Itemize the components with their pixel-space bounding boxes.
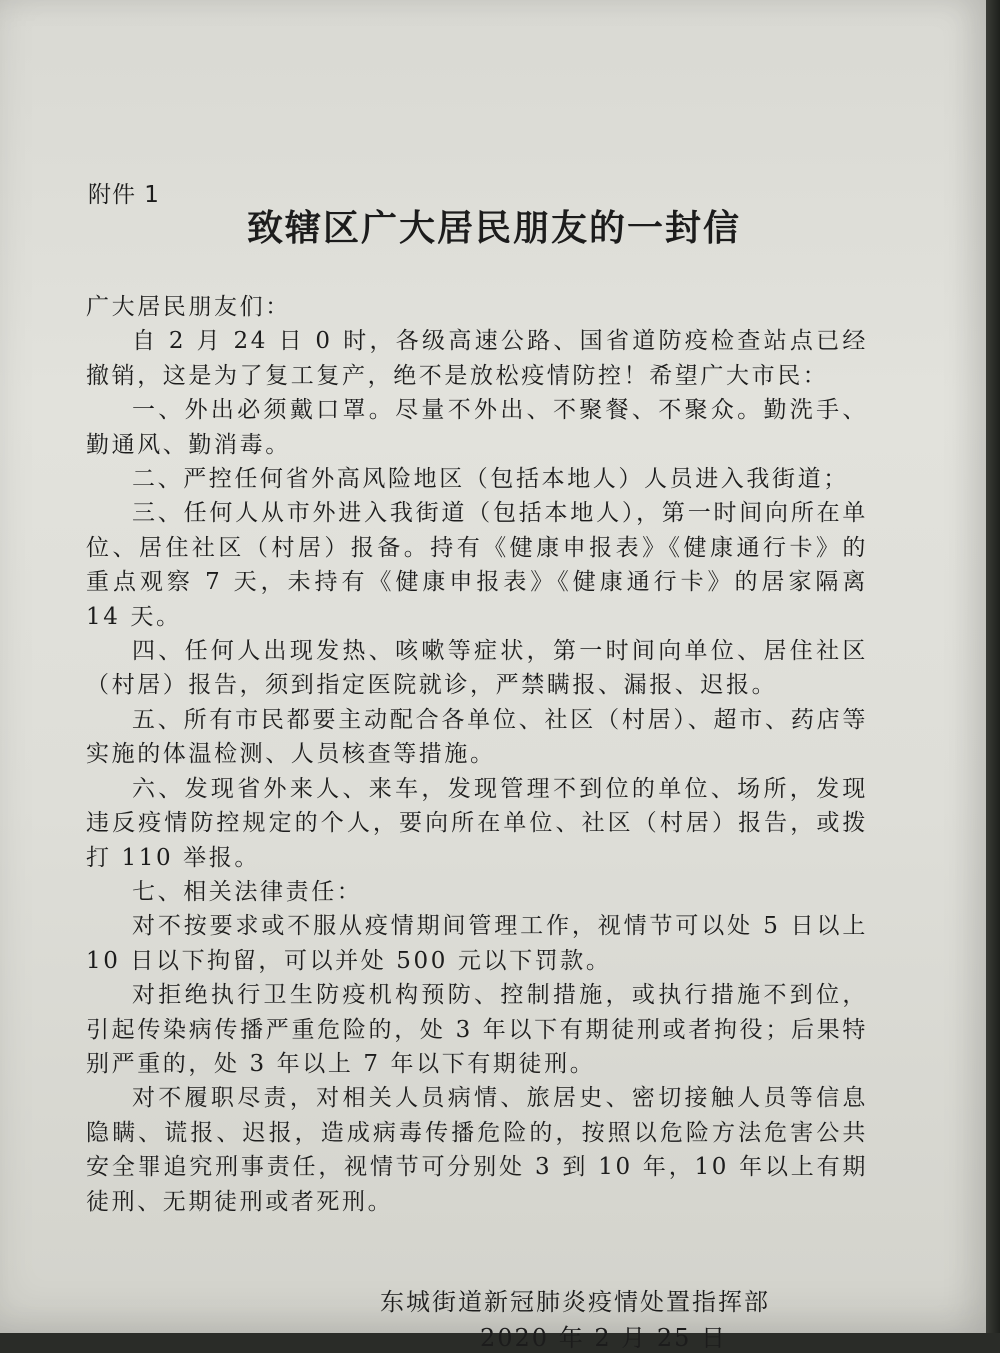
paragraph-item-3: 三、任何人从市外进入我街道（包括本地人），第一时间向所在单位、居住社区（村居）报备。持有《健康申报表》《健康通行卡》的重点观察 7 天，未持有《健康申报表》《健康通行卡》的居家隔离 14 天。 (86, 500, 868, 630)
paragraph-item-1: 一、外出必须戴口罩。尽量不外出、不聚餐、不聚众。勤洗手、勤通风、勤消毒。 (86, 397, 868, 458)
signature-date: 2020 年 2 月 25 日 (480, 1324, 728, 1352)
paragraph-item-6: 六、发现省外来人、来车，发现管理不到位的单位、场所，发现违反疫情防控规定的个人，要向所在单位、社区（村居）报告，或拨打 110 举报。 (86, 775, 868, 871)
background-edge (986, 0, 1000, 1333)
signature-org: 东城街道新冠肺炎疫情处置指挥部 (380, 1288, 770, 1316)
paragraph-intro: 自 2 月 24 日 0 时，各级高速公路、国省道防疫检查站点已经撤销，这是为了复工复产，绝不是放松疫情防控！希望广大市民： (86, 328, 868, 389)
paragraph-legal-3: 对不履职尽责，对相关人员病情、旅居史、密切接触人员等信息隐瞒、谎报、迟报，造成病毒传播危险的，按照以危险方法危害公共安全罪追究刑事责任，视情节可分别处 3 到 10 年，10 年以上有期徒刑、无期徒刑或者死刑。 (86, 1085, 868, 1215)
greeting: 广大居民朋友们： (86, 294, 291, 320)
paragraph-item-7: 七、相关法律责任： (132, 878, 363, 905)
paragraph-item-5: 五、所有市民都要主动配合各单位、社区（村居）、超市、药店等实施的体温检测、人员核查等措施。 (86, 706, 868, 768)
attachment-label: 附件 1 (88, 182, 160, 208)
letter-body (86, 290, 868, 1219)
paragraph-legal-1: 对不按要求或不服从疫情期间管理工作，视情节可以处 5 日以上 10 日以下拘留，可以并处 500 元以下罚款。 (86, 913, 868, 974)
paragraph-legal-2: 对拒绝执行卫生防疫机构预防、控制措施，或执行措施不到位，引起传染病传播严重危险的，处 3 年以下有期徒刑或者拘役；后果特别严重的，处 3 年以上 7 年以下有期徒刑。 (86, 982, 868, 1077)
paragraph-item-4: 四、任何人出现发热、咳嗽等症状，第一时间向单位、居住社区（村居）报告，须到指定医院就诊，严禁瞒报、漏报、迟报。 (86, 638, 868, 699)
letter-title: 致辖区广大居民朋友的一封信 (246, 208, 741, 249)
paragraph-item-2: 二、严控任何省外高风险地区（包括本地人）人员进入我街道； (132, 466, 849, 493)
